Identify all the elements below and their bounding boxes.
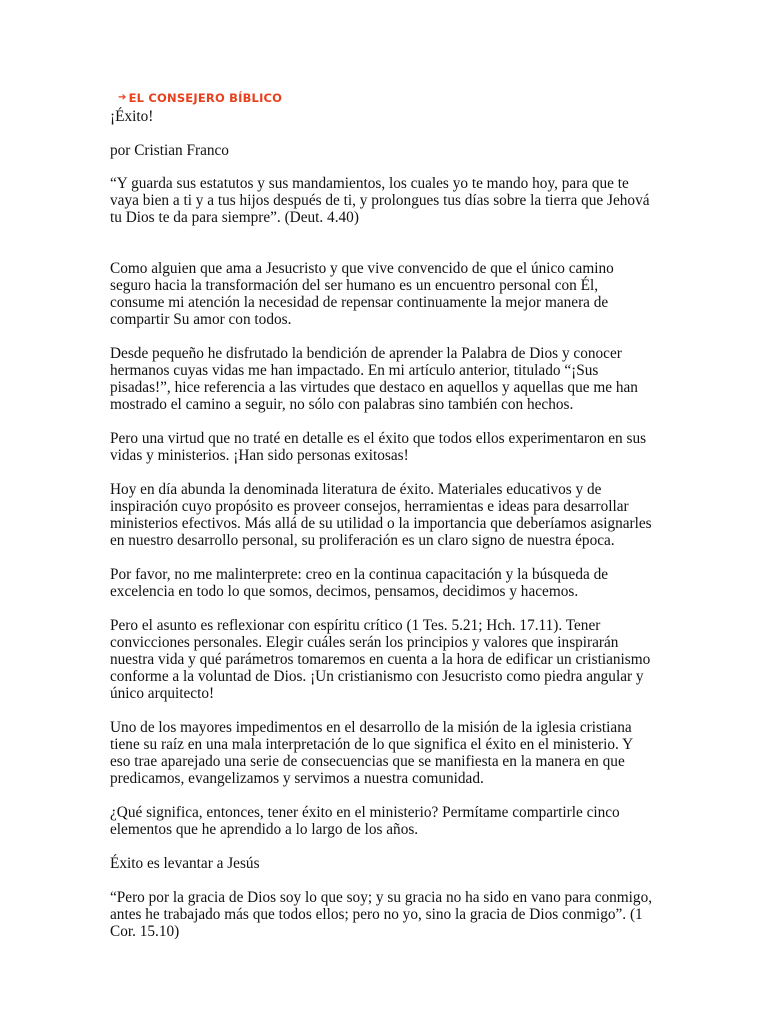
body-paragraph bbox=[110, 889, 670, 940]
paragraph-line: Pero el asunto es reflexionar con espíritu crítico (1 Tes. 5.21; Hch. 17.11). Tener bbox=[110, 617, 601, 634]
paragraph-line: ¿Qué significa, entonces, tener éxito en el ministerio? Permítame compartirle cinco bbox=[110, 804, 620, 821]
body-paragraph bbox=[110, 481, 670, 549]
paragraph-line: Hoy en día abunda la denominada literatura de éxito. Materiales educativos y de bbox=[110, 481, 602, 498]
paragraph-line: compartir Su amor con todos. bbox=[110, 311, 292, 328]
paragraph-line: nuestra vida y qué parámetros tomaremos en cuenta a la hora de edificar un cristianismo bbox=[110, 651, 651, 668]
paragraph-line: vaya bien a ti y a tus hijos después de ti, y prolongues tus días sobre la tierra que Jehová bbox=[110, 192, 650, 209]
paragraph-line: eso trae aparejado una serie de consecuencias que se manifiesta en la manera en que bbox=[110, 753, 625, 770]
paragraph-line: predicamos, evangelizamos y servimos a nuestra comunidad. bbox=[110, 770, 484, 787]
paragraph-line: Éxito es levantar a Jesús bbox=[110, 855, 260, 872]
body-paragraph bbox=[110, 345, 670, 413]
paragraph-line: Como alguien que ama a Jesucristo y que vive convencido de que el único camino bbox=[110, 260, 614, 277]
paragraph-line: conforme a la voluntad de Dios. ¡Un cristianismo con Jesucristo como piedra angular y bbox=[110, 668, 644, 685]
article-author: por Cristian Franco bbox=[110, 142, 229, 159]
paragraph-line: seguro hacia la transformación del ser humano es un encuentro personal con Él, bbox=[110, 277, 599, 294]
body-paragraph bbox=[110, 566, 670, 600]
body-paragraph bbox=[110, 855, 670, 872]
document-page bbox=[110, 88, 670, 940]
paragraph-line: consume mi atención la necesidad de repensar continuamente la mejor manera de bbox=[110, 294, 609, 311]
red-arrow-icon: ➔ bbox=[118, 92, 127, 103]
body-paragraph bbox=[110, 617, 670, 702]
article-title: ¡Éxito! bbox=[110, 108, 154, 125]
section-header-label: EL CONSEJERO BÍBLICO bbox=[128, 91, 283, 105]
body-paragraph bbox=[110, 430, 670, 464]
body-paragraph bbox=[110, 804, 670, 838]
paragraph-line: pisadas!”, hice referencia a las virtudes que destaco en aquellos y aquellas que me han bbox=[110, 379, 638, 396]
paragraph-line: Uno de los mayores impedimentos en el desarrollo de la misión de la iglesia cristiana bbox=[110, 719, 632, 736]
article-body bbox=[110, 175, 670, 940]
paragraph-line: Pero una virtud que no traté en detalle es el éxito que todos ellos experimentaron en sus bbox=[110, 430, 647, 447]
paragraph-line: Por favor, no me malinterprete: creo en la continua capacitación y la búsqueda de bbox=[110, 566, 609, 583]
paragraph-line: “Pero por la gracia de Dios soy lo que soy; y su gracia no ha sido en vano para conmigo, bbox=[110, 889, 653, 906]
paragraph-line: ministerios efectivos. Más allá de su utilidad o la importancia que deberíamos asignarles bbox=[110, 515, 652, 532]
paragraph-line: Cor. 15.10) bbox=[110, 923, 180, 940]
body-paragraph bbox=[110, 719, 670, 787]
section-header bbox=[118, 88, 670, 108]
paragraph-line: tiene su raíz en una mala interpretación de lo que significa el éxito en el ministerio. Y bbox=[110, 736, 634, 753]
paragraph-line: único arquitecto! bbox=[110, 685, 215, 702]
paragraph-line: excelencia en todo lo que somos, decimos, pensamos, decidimos y hacemos. bbox=[110, 583, 579, 600]
body-paragraph bbox=[110, 260, 670, 328]
paragraph-line: hermanos cuyas vidas me han impactado. En mi artículo anterior, titulado “¡Sus bbox=[110, 362, 599, 379]
paragraph-line: elementos que he aprendido a lo largo de los años. bbox=[110, 821, 419, 838]
paragraph-line: vidas y ministerios. ¡Han sido personas exitosas! bbox=[110, 447, 409, 464]
paragraph-line: mostrado el camino a seguir, no sólo con palabras sino también con hechos. bbox=[110, 396, 574, 413]
paragraph-line: en nuestro desarrollo personal, su proliferación es un claro signo de nuestra época. bbox=[110, 532, 615, 549]
paragraph-line: convicciones personales. Elegir cuáles serán los principios y valores que inspirarán bbox=[110, 634, 619, 651]
opening-quote bbox=[110, 175, 670, 226]
paragraph-line: Desde pequeño he disfrutado la bendición de aprender la Palabra de Dios y conocer bbox=[110, 345, 622, 362]
paragraph-line: tu Dios te da para siempre”. (Deut. 4.40) bbox=[110, 209, 359, 226]
paragraph-line: inspiración cuyo propósito es proveer consejos, herramientas e ideas para desarrollar bbox=[110, 498, 629, 515]
paragraph-line: “Y guarda sus estatutos y sus mandamientos, los cuales yo te mando hoy, para que te bbox=[110, 175, 629, 192]
paragraph-line: antes he trabajado más que todos ellos; pero no yo, sino la gracia de Dios conmigo”. (1 bbox=[110, 906, 643, 923]
